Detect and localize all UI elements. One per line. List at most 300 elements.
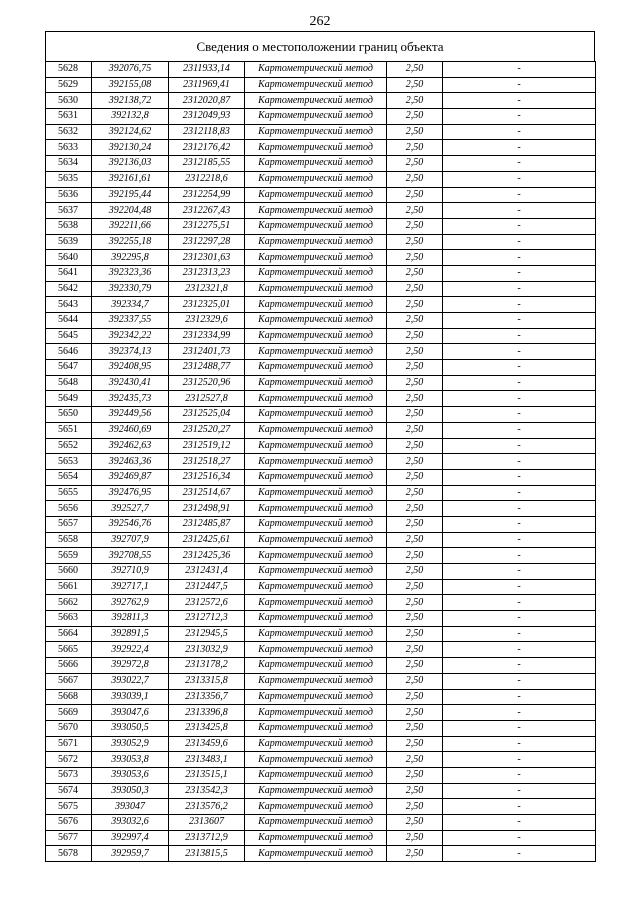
description-cell: - [443,548,596,564]
method-cell: Картометрический метод [245,391,387,407]
description-cell: - [443,360,596,376]
point-number-cell: 5677 [46,830,92,846]
description-cell: - [443,752,596,768]
y-coordinate-cell: 2313483,1 [169,752,245,768]
table-row [46,93,596,109]
x-coordinate-cell: 392342,22 [92,328,169,344]
description-cell: - [443,595,596,611]
point-number-cell: 5673 [46,767,92,783]
x-coordinate-cell: 392449,56 [92,407,169,423]
method-cell: Картометрический метод [245,564,387,580]
y-coordinate-cell: 2313515,1 [169,767,245,783]
y-coordinate-cell: 2312329,6 [169,313,245,329]
y-coordinate-cell: 2312185,55 [169,156,245,172]
method-cell: Картометрический метод [245,548,387,564]
table-body [46,62,596,862]
table-row [46,203,596,219]
method-cell: Картометрический метод [245,846,387,862]
y-coordinate-cell: 2312485,87 [169,516,245,532]
accuracy-cell: 2,50 [387,218,443,234]
y-coordinate-cell: 2312519,12 [169,438,245,454]
table-row [46,297,596,313]
table-row [46,815,596,831]
y-coordinate-cell: 2312525,04 [169,407,245,423]
method-cell: Картометрический метод [245,438,387,454]
description-cell: - [443,203,596,219]
x-coordinate-cell: 392334,7 [92,297,169,313]
accuracy-cell: 2,50 [387,564,443,580]
x-coordinate-cell: 392337,55 [92,313,169,329]
method-cell: Картометрический метод [245,532,387,548]
description-cell: - [443,124,596,140]
table-row [46,579,596,595]
x-coordinate-cell: 392204,48 [92,203,169,219]
y-coordinate-cell: 2312572,6 [169,595,245,611]
y-coordinate-cell: 2312118,83 [169,124,245,140]
accuracy-cell: 2,50 [387,689,443,705]
description-cell: - [443,281,596,297]
accuracy-cell: 2,50 [387,626,443,642]
method-cell: Картометрический метод [245,407,387,423]
description-cell: - [443,328,596,344]
y-coordinate-cell: 2312334,99 [169,328,245,344]
description-cell: - [443,313,596,329]
x-coordinate-cell: 392527,7 [92,501,169,517]
method-cell: Картометрический метод [245,360,387,376]
accuracy-cell: 2,50 [387,752,443,768]
method-cell: Картометрический метод [245,720,387,736]
method-cell: Картометрический метод [245,171,387,187]
table-row [46,313,596,329]
x-coordinate-cell: 393050,5 [92,720,169,736]
y-coordinate-cell: 2312520,27 [169,422,245,438]
x-coordinate-cell: 392546,76 [92,516,169,532]
point-number-cell: 5651 [46,422,92,438]
method-cell: Картометрический метод [245,830,387,846]
method-cell: Картометрический метод [245,689,387,705]
accuracy-cell: 2,50 [387,469,443,485]
x-coordinate-cell: 392430,41 [92,375,169,391]
accuracy-cell: 2,50 [387,62,443,78]
point-number-cell: 5674 [46,783,92,799]
table-row [46,77,596,93]
x-coordinate-cell: 392295,8 [92,250,169,266]
description-cell: - [443,375,596,391]
accuracy-cell: 2,50 [387,360,443,376]
method-cell: Картометрический метод [245,611,387,627]
x-coordinate-cell: 392155,08 [92,77,169,93]
point-number-cell: 5654 [46,469,92,485]
y-coordinate-cell: 2313712,9 [169,830,245,846]
point-number-cell: 5658 [46,532,92,548]
accuracy-cell: 2,50 [387,313,443,329]
accuracy-cell: 2,50 [387,187,443,203]
x-coordinate-cell: 393047,6 [92,705,169,721]
description-cell: - [443,830,596,846]
description-cell: - [443,171,596,187]
point-number-cell: 5629 [46,77,92,93]
x-coordinate-cell: 392435,73 [92,391,169,407]
y-coordinate-cell: 2313425,8 [169,720,245,736]
accuracy-cell: 2,50 [387,422,443,438]
description-cell: - [443,407,596,423]
y-coordinate-cell: 2312254,99 [169,187,245,203]
y-coordinate-cell: 2312514,67 [169,485,245,501]
accuracy-cell: 2,50 [387,203,443,219]
accuracy-cell: 2,50 [387,767,443,783]
x-coordinate-cell: 393053,8 [92,752,169,768]
x-coordinate-cell: 393050,3 [92,783,169,799]
accuracy-cell: 2,50 [387,736,443,752]
y-coordinate-cell: 2313542,3 [169,783,245,799]
y-coordinate-cell: 2312218,6 [169,171,245,187]
accuracy-cell: 2,50 [387,532,443,548]
accuracy-cell: 2,50 [387,673,443,689]
y-coordinate-cell: 2312425,61 [169,532,245,548]
point-number-cell: 5637 [46,203,92,219]
point-number-cell: 5662 [46,595,92,611]
point-number-cell: 5649 [46,391,92,407]
x-coordinate-cell: 392708,55 [92,548,169,564]
x-coordinate-cell: 392997,4 [92,830,169,846]
y-coordinate-cell: 2312176,42 [169,140,245,156]
x-coordinate-cell: 392138,72 [92,93,169,109]
table-row [46,265,596,281]
accuracy-cell: 2,50 [387,109,443,125]
x-coordinate-cell: 392374,13 [92,344,169,360]
description-cell: - [443,109,596,125]
point-number-cell: 5669 [46,705,92,721]
point-number-cell: 5632 [46,124,92,140]
point-number-cell: 5640 [46,250,92,266]
table-row [46,156,596,172]
y-coordinate-cell: 2312321,8 [169,281,245,297]
point-number-cell: 5635 [46,171,92,187]
description-cell: - [443,344,596,360]
point-number-cell: 5661 [46,579,92,595]
description-cell: - [443,469,596,485]
y-coordinate-cell: 2311933,14 [169,62,245,78]
x-coordinate-cell: 392211,66 [92,218,169,234]
x-coordinate-cell: 392076,75 [92,62,169,78]
description-cell: - [443,297,596,313]
point-number-cell: 5634 [46,156,92,172]
point-number-cell: 5672 [46,752,92,768]
table-row [46,595,596,611]
y-coordinate-cell: 2312527,8 [169,391,245,407]
table-row [46,391,596,407]
accuracy-cell: 2,50 [387,830,443,846]
point-number-cell: 5652 [46,438,92,454]
description-cell: - [443,140,596,156]
y-coordinate-cell: 2312425,36 [169,548,245,564]
description-cell: - [443,532,596,548]
accuracy-cell: 2,50 [387,579,443,595]
point-number-cell: 5675 [46,799,92,815]
accuracy-cell: 2,50 [387,140,443,156]
table-row [46,626,596,642]
table-row [46,171,596,187]
description-cell: - [443,579,596,595]
description-cell: - [443,564,596,580]
y-coordinate-cell: 2312488,77 [169,360,245,376]
point-number-cell: 5659 [46,548,92,564]
method-cell: Картометрический метод [245,705,387,721]
table-row [46,736,596,752]
y-coordinate-cell: 2313178,2 [169,658,245,674]
point-number-cell: 5643 [46,297,92,313]
y-coordinate-cell: 2313396,8 [169,705,245,721]
accuracy-cell: 2,50 [387,815,443,831]
y-coordinate-cell: 2312447,5 [169,579,245,595]
description-cell: - [443,516,596,532]
table-row [46,564,596,580]
accuracy-cell: 2,50 [387,124,443,140]
point-number-cell: 5644 [46,313,92,329]
description-cell: - [443,658,596,674]
table-row [46,422,596,438]
method-cell: Картометрический метод [245,313,387,329]
page-number: 262 [309,14,331,29]
table-row [46,62,596,78]
table-title: Сведения о местоположении границ объекта [45,31,595,61]
accuracy-cell: 2,50 [387,705,443,721]
table-row [46,375,596,391]
point-number-cell: 5671 [46,736,92,752]
table-row [46,407,596,423]
accuracy-cell: 2,50 [387,344,443,360]
method-cell: Картометрический метод [245,344,387,360]
x-coordinate-cell: 392330,79 [92,281,169,297]
point-number-cell: 5630 [46,93,92,109]
method-cell: Картометрический метод [245,265,387,281]
boundary-table-sheet [45,31,595,862]
x-coordinate-cell: 392323,36 [92,265,169,281]
table-row [46,344,596,360]
description-cell: - [443,218,596,234]
x-coordinate-cell: 393047 [92,799,169,815]
point-number-cell: 5642 [46,281,92,297]
description-cell: - [443,673,596,689]
y-coordinate-cell: 2312516,34 [169,469,245,485]
method-cell: Картометрический метод [245,767,387,783]
accuracy-cell: 2,50 [387,281,443,297]
y-coordinate-cell: 2313032,9 [169,642,245,658]
accuracy-cell: 2,50 [387,501,443,517]
accuracy-cell: 2,50 [387,658,443,674]
point-number-cell: 5665 [46,642,92,658]
y-coordinate-cell: 2312297,28 [169,234,245,250]
x-coordinate-cell: 392891,5 [92,626,169,642]
point-number-cell: 5650 [46,407,92,423]
accuracy-cell: 2,50 [387,783,443,799]
table-row [46,140,596,156]
point-number-cell: 5628 [46,62,92,78]
y-coordinate-cell: 2311969,41 [169,77,245,93]
method-cell: Картометрический метод [245,799,387,815]
description-cell: - [443,767,596,783]
description-cell: - [443,438,596,454]
method-cell: Картометрический метод [245,218,387,234]
y-coordinate-cell: 2312275,51 [169,218,245,234]
table-row [46,360,596,376]
point-number-cell: 5631 [46,109,92,125]
method-cell: Картометрический метод [245,250,387,266]
point-number-cell: 5668 [46,689,92,705]
table-row [46,516,596,532]
accuracy-cell: 2,50 [387,407,443,423]
method-cell: Картометрический метод [245,328,387,344]
x-coordinate-cell: 392463,36 [92,454,169,470]
table-row [46,109,596,125]
method-cell: Картометрический метод [245,234,387,250]
description-cell: - [443,736,596,752]
x-coordinate-cell: 392959,7 [92,846,169,862]
table-row [46,469,596,485]
description-cell: - [443,815,596,831]
point-number-cell: 5666 [46,658,92,674]
table-row [46,673,596,689]
method-cell: Картометрический метод [245,516,387,532]
method-cell: Картометрический метод [245,642,387,658]
accuracy-cell: 2,50 [387,799,443,815]
method-cell: Картометрический метод [245,62,387,78]
method-cell: Картометрический метод [245,77,387,93]
point-number-cell: 5639 [46,234,92,250]
table-row [46,454,596,470]
table-row [46,485,596,501]
description-cell: - [443,234,596,250]
description-cell: - [443,391,596,407]
table-row [46,124,596,140]
description-cell: - [443,265,596,281]
x-coordinate-cell: 392811,3 [92,611,169,627]
point-number-cell: 5633 [46,140,92,156]
point-number-cell: 5638 [46,218,92,234]
table-row [46,611,596,627]
point-number-cell: 5664 [46,626,92,642]
x-coordinate-cell: 393032,6 [92,815,169,831]
y-coordinate-cell: 2312520,96 [169,375,245,391]
x-coordinate-cell: 393039,1 [92,689,169,705]
accuracy-cell: 2,50 [387,548,443,564]
accuracy-cell: 2,50 [387,438,443,454]
description-cell: - [443,77,596,93]
boundary-points-table [45,61,596,862]
y-coordinate-cell: 2313356,7 [169,689,245,705]
y-coordinate-cell: 2312325,01 [169,297,245,313]
method-cell: Картометрический метод [245,203,387,219]
point-number-cell: 5648 [46,375,92,391]
accuracy-cell: 2,50 [387,93,443,109]
accuracy-cell: 2,50 [387,297,443,313]
x-coordinate-cell: 392130,24 [92,140,169,156]
y-coordinate-cell: 2312049,93 [169,109,245,125]
description-cell: - [443,689,596,705]
x-coordinate-cell: 392124,62 [92,124,169,140]
table-row [46,328,596,344]
table-row [46,705,596,721]
table-row [46,438,596,454]
method-cell: Картометрический метод [245,140,387,156]
y-coordinate-cell: 2312301,63 [169,250,245,266]
method-cell: Картометрический метод [245,752,387,768]
table-row [46,799,596,815]
x-coordinate-cell: 393052,9 [92,736,169,752]
description-cell: - [443,642,596,658]
method-cell: Картометрический метод [245,124,387,140]
description-cell: - [443,783,596,799]
table-row [46,548,596,564]
method-cell: Картометрический метод [245,501,387,517]
accuracy-cell: 2,50 [387,454,443,470]
y-coordinate-cell: 2312945,5 [169,626,245,642]
y-coordinate-cell: 2313815,5 [169,846,245,862]
y-coordinate-cell: 2312313,23 [169,265,245,281]
x-coordinate-cell: 392161,61 [92,171,169,187]
method-cell: Картометрический метод [245,109,387,125]
table-row [46,234,596,250]
method-cell: Картометрический метод [245,454,387,470]
point-number-cell: 5655 [46,485,92,501]
y-coordinate-cell: 2312020,87 [169,93,245,109]
description-cell: - [443,250,596,266]
description-cell: - [443,720,596,736]
point-number-cell: 5656 [46,501,92,517]
y-coordinate-cell: 2313576,2 [169,799,245,815]
point-number-cell: 5660 [46,564,92,580]
table-row [46,752,596,768]
y-coordinate-cell: 2312267,43 [169,203,245,219]
point-number-cell: 5647 [46,360,92,376]
method-cell: Картометрический метод [245,579,387,595]
method-cell: Картометрический метод [245,297,387,313]
method-cell: Картометрический метод [245,375,387,391]
method-cell: Картометрический метод [245,281,387,297]
accuracy-cell: 2,50 [387,611,443,627]
point-number-cell: 5653 [46,454,92,470]
method-cell: Картометрический метод [245,485,387,501]
point-number-cell: 5636 [46,187,92,203]
x-coordinate-cell: 392132,8 [92,109,169,125]
x-coordinate-cell: 392717,1 [92,579,169,595]
method-cell: Картометрический метод [245,156,387,172]
method-cell: Картометрический метод [245,783,387,799]
point-number-cell: 5678 [46,846,92,862]
accuracy-cell: 2,50 [387,265,443,281]
x-coordinate-cell: 392972,8 [92,658,169,674]
accuracy-cell: 2,50 [387,516,443,532]
x-coordinate-cell: 392462,63 [92,438,169,454]
accuracy-cell: 2,50 [387,375,443,391]
method-cell: Картометрический метод [245,626,387,642]
point-number-cell: 5641 [46,265,92,281]
accuracy-cell: 2,50 [387,720,443,736]
method-cell: Картометрический метод [245,658,387,674]
description-cell: - [443,705,596,721]
method-cell: Картометрический метод [245,736,387,752]
table-row [46,281,596,297]
table-row [46,218,596,234]
x-coordinate-cell: 392707,9 [92,532,169,548]
table-row [46,187,596,203]
table-row [46,783,596,799]
x-coordinate-cell: 392460,69 [92,422,169,438]
description-cell: - [443,846,596,862]
table-row [46,642,596,658]
y-coordinate-cell: 2312518,27 [169,454,245,470]
description-cell: - [443,156,596,172]
